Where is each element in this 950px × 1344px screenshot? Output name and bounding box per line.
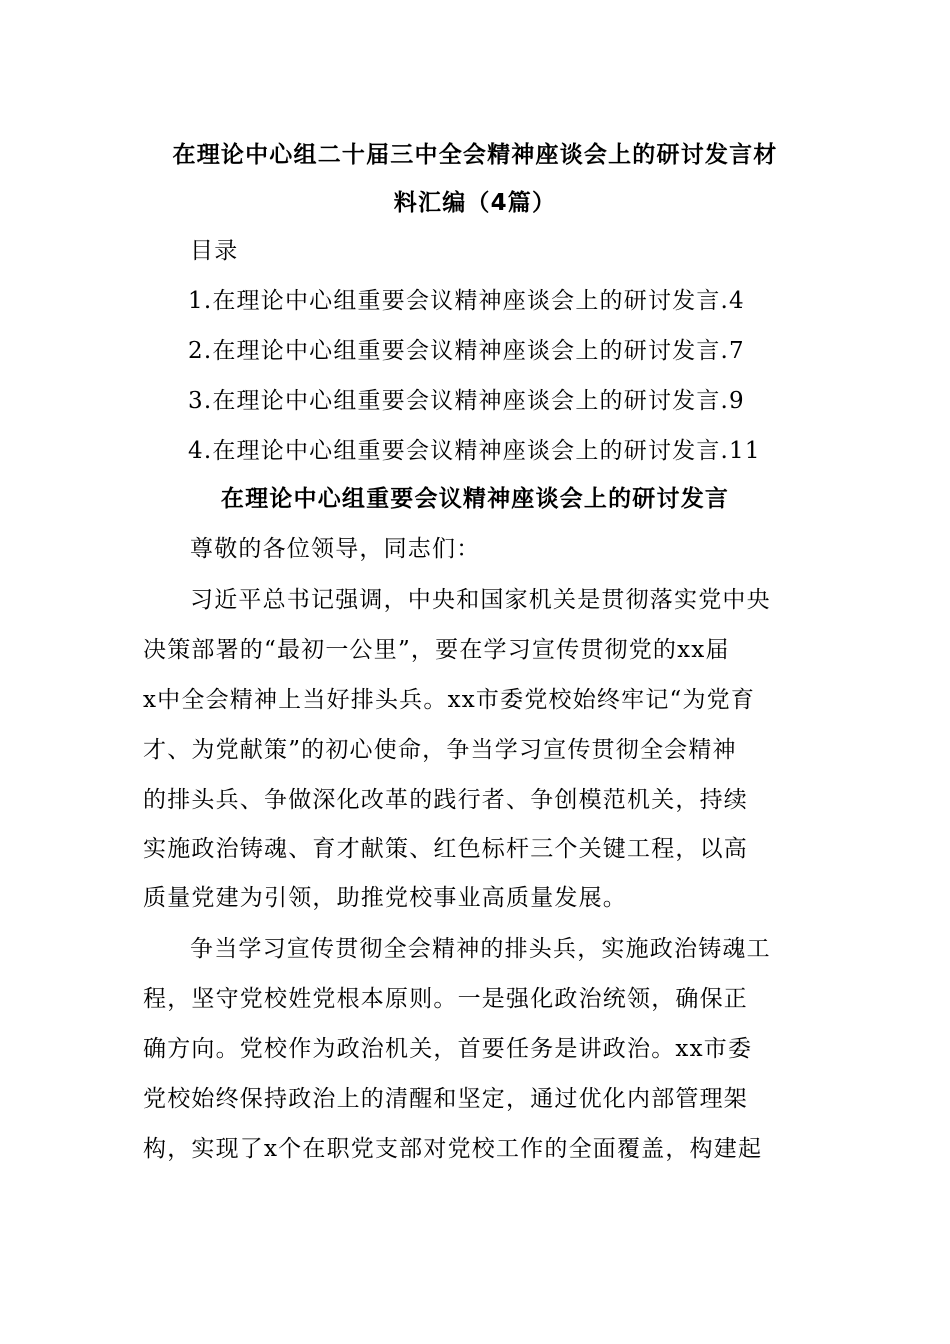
toc-heading: 目录: [190, 238, 239, 264]
paragraph-line: 实施政治铸魂、育才献策、红色标杆三个关键工程，以高: [143, 836, 748, 862]
paragraph-line: 争当学习宣传贯彻全会精神的排头兵，实施政治铸魂工: [190, 936, 771, 962]
section-heading: 在理论中心组重要会议精神座谈会上的研讨发言: [220, 486, 730, 512]
toc-item[interactable]: 4.在理论中心组重要会议精神座谈会上的研讨发言.11: [188, 438, 761, 464]
paragraph-line: 才、为党献策”的初心使命，争当学习宣传贯彻全会精神: [143, 737, 737, 763]
toc-item[interactable]: 3.在理论中心组重要会议精神座谈会上的研讨发言.9: [188, 388, 745, 414]
document-title-line-2: 料汇编（4篇）: [393, 190, 557, 216]
paragraph-line: 习近平总书记强调，中央和国家机关是贯彻落实党中央: [190, 587, 771, 613]
toc-item[interactable]: 1.在理论中心组重要会议精神座谈会上的研讨发言.4: [188, 288, 745, 314]
document-title-line-1: 在理论中心组二十届三中全会精神座谈会上的研讨发言材: [172, 142, 778, 168]
toc-item[interactable]: 2.在理论中心组重要会议精神座谈会上的研讨发言.7: [188, 338, 745, 364]
paragraph-line: 党校始终保持政治上的清醒和坚定，通过优化内部管理架: [143, 1086, 748, 1112]
paragraph-line: 的排头兵、争做深化改革的践行者、争创模范机关，持续: [143, 787, 748, 813]
paragraph-line: 构，实现了x个在职党支部对党校工作的全面覆盖，构建起: [143, 1136, 763, 1162]
paragraph-line: x中全会精神上当好排头兵。xx市委党校始终牢记“为党育: [143, 687, 756, 713]
paragraph-line: 决策部署的“最初一公里”，要在学习宣传贯彻党的xx届: [143, 637, 730, 663]
paragraph-line: 确方向。党校作为政治机关，首要任务是讲政治。xx市委: [143, 1036, 753, 1062]
paragraph-line: 程，坚守党校姓党根本原则。一是强化政治统领，确保正: [143, 986, 748, 1012]
salutation: 尊敬的各位领导，同志们：: [190, 536, 481, 562]
paragraph-line: 质量党建为引领，助推党校事业高质量发展。: [143, 885, 627, 911]
